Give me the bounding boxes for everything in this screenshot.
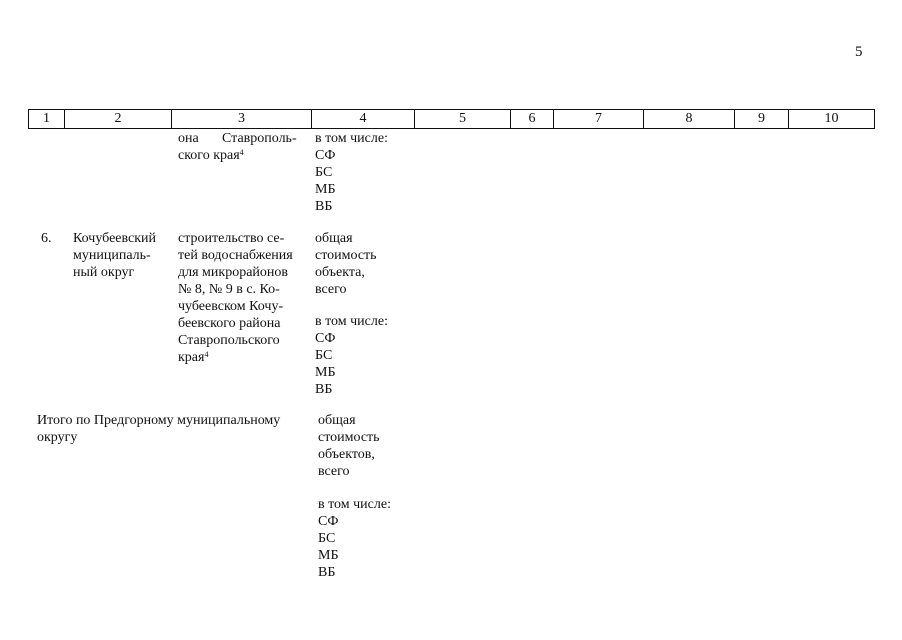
object-name-line: чубеевском Кочу- bbox=[178, 299, 284, 314]
object-name-line: ского края$^4$ bbox=[178, 148, 244, 163]
footnote-mark: 4 bbox=[239, 148, 244, 157]
fund-label: ВБ bbox=[315, 382, 333, 397]
municipality-line: муниципаль- bbox=[73, 248, 151, 263]
total-label-line: всего bbox=[318, 464, 350, 479]
total-label-line: стоимость bbox=[318, 430, 380, 445]
fund-label: СФ bbox=[315, 148, 336, 163]
column-header: 2 bbox=[65, 110, 172, 129]
object-name-line: № 8, № 9 в с. Ко- bbox=[178, 282, 280, 297]
column-header-row bbox=[29, 110, 875, 129]
column-header: 1 bbox=[29, 110, 65, 129]
including-label: в том числе: bbox=[315, 314, 388, 329]
total-label-line: объектов, bbox=[318, 447, 375, 462]
column-header: 8 bbox=[644, 110, 735, 129]
total-label-line: общая bbox=[318, 413, 356, 428]
fund-label: МБ bbox=[315, 182, 336, 197]
fund-label: СФ bbox=[318, 514, 339, 529]
page-number: 5 bbox=[855, 44, 863, 60]
column-header: 9 bbox=[735, 110, 789, 129]
object-name-line: тей водоснабжения bbox=[178, 248, 293, 263]
municipality-line: ный округ bbox=[73, 265, 135, 280]
row-number: 6. bbox=[41, 231, 52, 246]
municipality-line: Кочубеевский bbox=[73, 231, 157, 246]
fund-label: МБ bbox=[318, 548, 339, 563]
total-label-line: общая bbox=[315, 231, 353, 246]
object-name-line: края$^4$ bbox=[178, 350, 209, 365]
fund-label: ВБ bbox=[318, 565, 336, 580]
summary-title-line: Итого по Предгорному муниципальному bbox=[37, 413, 281, 428]
object-name-line: беевского района bbox=[178, 316, 281, 331]
column-header: 6 bbox=[511, 110, 554, 129]
fund-label: БС bbox=[315, 348, 333, 363]
column-header: 7 bbox=[554, 110, 644, 129]
column-header-table bbox=[28, 109, 875, 129]
total-label-line: стоимость bbox=[315, 248, 377, 263]
column-header: 5 bbox=[415, 110, 511, 129]
including-label: в том числе: bbox=[318, 497, 391, 512]
object-name-line: Ставрополь- bbox=[222, 131, 297, 146]
object-name-line: она bbox=[178, 131, 199, 146]
footnote-mark: 4 bbox=[204, 350, 209, 359]
column-header: 4 bbox=[312, 110, 415, 129]
fund-label: БС bbox=[315, 165, 333, 180]
fund-label: БС bbox=[318, 531, 336, 546]
object-name-line: для микрорайонов bbox=[178, 265, 289, 280]
column-header: 10 bbox=[789, 110, 875, 129]
summary-title-line: округу bbox=[37, 430, 78, 445]
fund-label: ВБ bbox=[315, 199, 333, 214]
object-name-line: Ставропольского bbox=[178, 333, 280, 348]
including-label: в том числе: bbox=[315, 131, 388, 146]
column-header: 3 bbox=[172, 110, 312, 129]
fund-label: МБ bbox=[315, 365, 336, 380]
fund-label: СФ bbox=[315, 331, 336, 346]
object-name-line: строительство се- bbox=[178, 231, 285, 246]
total-label-line: всего bbox=[315, 282, 347, 297]
total-label-line: объекта, bbox=[315, 265, 365, 280]
